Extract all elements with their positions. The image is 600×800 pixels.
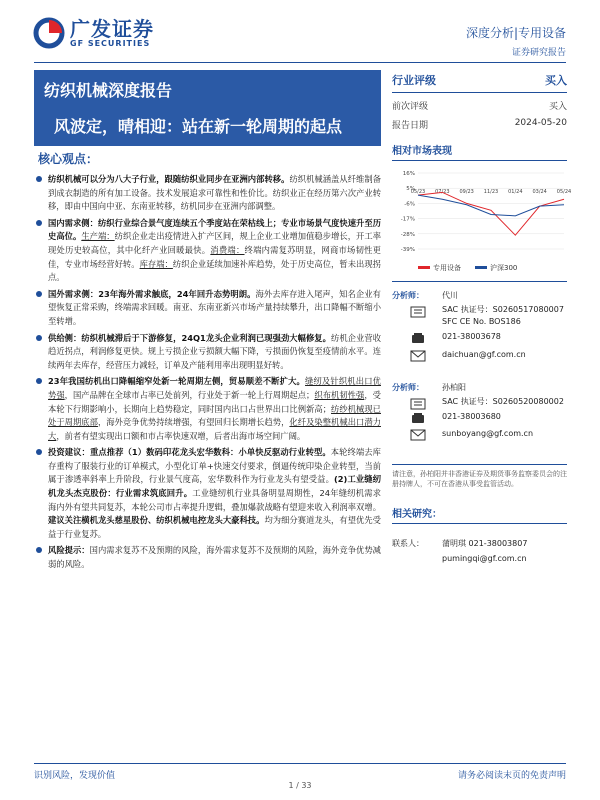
bullet-bold: 23年我国纺机出口降幅缩窄处新一轮周期左侧，贸易顺差不断扩大。 bbox=[48, 376, 306, 387]
id-card-icon bbox=[410, 306, 426, 318]
contact bbox=[392, 538, 567, 578]
bullet-7 bbox=[34, 544, 381, 571]
bullet-underline: 消费端： bbox=[210, 244, 245, 255]
x-tick-label: 03/24 bbox=[532, 189, 547, 196]
x-tick-label: 01/24 bbox=[508, 189, 523, 196]
analyst-email[interactable]: daichuan@gf.com.cn bbox=[442, 350, 526, 359]
disclaimer-note: 请注意，孙柏阳并非香港证券及期货事务监察委员会的注册持牌人，不可在香港从事受监管活动。 bbox=[392, 464, 567, 489]
related-title: 相关研究： bbox=[392, 505, 567, 524]
bullet-bold: 国内需求侧：纺织行业综合景气度连续五个季度站在荣枯线上；专业市场景气度快速升至历史高位。 bbox=[48, 217, 381, 242]
bullet-4 bbox=[34, 332, 381, 373]
contact-email[interactable]: pumingqi@gf.com.cn bbox=[442, 554, 527, 563]
x-tick-label: 05/23 bbox=[410, 189, 426, 196]
report-type: 证券研究报告 bbox=[511, 48, 566, 58]
bullet-dot-icon bbox=[36, 335, 42, 341]
phone-icon bbox=[410, 412, 426, 424]
bullet-text: ，受本轮下行期影响小，长期向上趋势稳定，同时国内出口占世界出口比例新高； bbox=[48, 389, 381, 414]
header-divider bbox=[34, 62, 566, 63]
bullet-text: 国内需求复苏不及预期的风险，海外需求复苏不及预期的风险，海外竞争优势减弱的风险。 bbox=[48, 545, 381, 570]
contact-name-phone: 蒲明琪 021-38003807 bbox=[442, 539, 528, 548]
report-category bbox=[466, 24, 566, 58]
footer-slogan: 识别风险，发现价值 bbox=[34, 771, 116, 781]
bullet-text: ，国产品牌在全球市占率已处前列，行业处于新一轮上行周期起点； bbox=[64, 389, 315, 400]
bullet-dot-icon bbox=[36, 220, 42, 226]
bullet-text: 纺机企业营收趋近拐点，利润修复更快。规上亏损企业亏损额大幅下降，亏损面仍恢复至疫情前水平。连续两年去库存，经营压力减轻，订单及产能利用率出现明显好转。 bbox=[48, 332, 381, 370]
phone-icon bbox=[410, 332, 426, 344]
bullet-dot-icon bbox=[36, 378, 42, 384]
bullet-1 bbox=[34, 173, 381, 214]
legend-label: 专用设备 bbox=[433, 264, 461, 272]
y-tick-label: -39% bbox=[400, 247, 415, 253]
analyst-sac: SAC 执证号：S0260520080002 bbox=[442, 397, 564, 406]
bullet-2 bbox=[34, 217, 381, 285]
id-card-icon bbox=[410, 398, 426, 410]
bullet-text: 工业缝纫机行业具备明显周期性，24年缝纫机需求海内外有望共同复苏，本轮公司市占率提升逻辑，叠加爆款战略有望迎来收入利润率双增。 bbox=[48, 488, 381, 512]
core-views bbox=[34, 150, 381, 575]
brand-name-en: GF SECURITIES bbox=[70, 38, 151, 48]
analyst-2 bbox=[392, 382, 567, 464]
market-title: 相对市场表现 bbox=[392, 142, 567, 161]
prev-rating-value: 买入 bbox=[548, 102, 567, 112]
bullet-text: 均为细分赛道龙头，有望优先受益于行业复苏。 bbox=[48, 515, 381, 539]
bullet-text: 本轮终端去库存重构了服装行业的订单模式，小型化订单+快速交付要求，倒逼传统印染企业转型，当前属于渗透率斜率上升阶段，行业景气度高，宏华数科作为行业龙头有望受益。 bbox=[48, 447, 381, 485]
analyst-sfc: SFC CE No. BOS186 bbox=[442, 317, 521, 326]
bullet-underline: 纺纱机械现已处于周期底部 bbox=[48, 403, 381, 428]
bullet-text: 纺织企业延续加速补库趋势，处于历史高位，暂未出现拐点。 bbox=[48, 258, 381, 283]
bullet-dot-icon bbox=[36, 291, 42, 297]
prev-rating-label: 前次评级 bbox=[392, 102, 429, 112]
bullet-bold: 建议关注横机龙头慈星股份、纺织机械电控龙头大豪科技。 bbox=[48, 515, 265, 526]
bullet-text: 纺织机械涵盖从纤维制备到成衣制造的所有加工设备。技术发展追求可靠性和性价比。纺织业正在经历第六次产业转移，即由中国向中亚、东南亚转移，纺机同步在亚洲内部调整。 bbox=[48, 174, 381, 212]
analyst-label: 分析师： bbox=[392, 291, 424, 300]
brand-logo bbox=[34, 18, 154, 48]
brand-name-cn: 广发证券 bbox=[70, 16, 154, 41]
legend-swatch-red-icon bbox=[418, 266, 430, 270]
bullet-text: 纺织企业走出疫情进入扩产区间，规上企业工业增加值稳步增长，开工率现处历史较高位，其中化纤产业回暖最快。 bbox=[48, 231, 381, 255]
bullet-bold: 风险提示： bbox=[48, 545, 90, 556]
footer-divider bbox=[34, 763, 566, 764]
x-tick-label: 09/23 bbox=[459, 189, 474, 196]
bullet-bold: (2)工业缝纫机龙头杰克股份：行业需求筑底回升。 bbox=[48, 474, 381, 499]
y-tick-label: -17% bbox=[400, 216, 415, 223]
x-tick-label: 11/23 bbox=[483, 189, 499, 196]
bullet-dot-icon bbox=[36, 547, 42, 553]
bullet-bold: 供给侧：纺织机械滞后于下游修复，24Q1龙头企业利润已现强劲大幅修复。 bbox=[48, 332, 331, 343]
analyst-label: 分析师： bbox=[392, 383, 424, 392]
bullet-text: ，前者有望实现出口额和市占率快速双增，后者出海市场空间广阔。 bbox=[56, 430, 306, 441]
y-tick-label: -6% bbox=[404, 201, 415, 208]
rating-label: 行业评级 bbox=[392, 74, 436, 87]
title-banner bbox=[34, 70, 381, 146]
y-tick-label: 16% bbox=[402, 171, 415, 177]
bullet-text: 终端内需复苏明显，网商市场韧性更佳，专业市场经营好转。 bbox=[48, 244, 381, 269]
rating-box bbox=[392, 72, 567, 131]
bullet-6 bbox=[34, 446, 381, 541]
legend-item-2 bbox=[475, 263, 517, 273]
chart-legend bbox=[418, 263, 567, 273]
page-number: 1 / 33 bbox=[288, 781, 312, 790]
report-date-label: 报告日期 bbox=[392, 121, 429, 131]
analyst-1 bbox=[392, 290, 567, 382]
bullet-bold: 投资建议：重点推荐（1）数码印花龙头宏华数科：小单快反驱动行业转型。 bbox=[48, 447, 331, 458]
report-title: 纺织机械深度报告 bbox=[44, 81, 173, 100]
bullet-bold: 国外需求侧：23年海外需求触底，24年回升态势明朗。 bbox=[48, 288, 256, 299]
relative-performance-chart bbox=[392, 167, 572, 259]
rating-value: 买入 bbox=[545, 74, 567, 87]
email-icon bbox=[410, 429, 426, 441]
legend-label: 沪深300 bbox=[490, 264, 518, 272]
analyst-phone: 021-38003678 bbox=[442, 332, 501, 341]
x-tick-label: 05/24 bbox=[556, 189, 572, 196]
core-heading: 核心观点： bbox=[38, 152, 99, 166]
bullet-text: ，海外竞争优势持续增强，有望回归长期增长趋势， bbox=[97, 417, 290, 428]
footer-disclaimer-link[interactable]: 请务必阅读末页的免责声明 bbox=[457, 771, 566, 781]
legend-swatch-blue-icon bbox=[475, 266, 487, 270]
bullet-underline: 库存端： bbox=[139, 258, 173, 269]
bullet-bold: 纺织机械可以分为八大子行业，跟随纺织业同步在亚洲内部转移。 bbox=[48, 174, 290, 184]
gf-logo-icon bbox=[34, 18, 64, 48]
y-tick-label: 5% bbox=[406, 186, 415, 193]
analyst-name: 孙柏阳 bbox=[442, 383, 466, 392]
bullet-dot-icon bbox=[36, 176, 42, 182]
legend-item-1 bbox=[418, 263, 461, 273]
analyst-name: 代川 bbox=[442, 291, 458, 300]
bullet-3 bbox=[34, 288, 381, 329]
bullet-underline: 化纤及染整机械出口潜力大 bbox=[48, 417, 381, 441]
bullet-dot-icon bbox=[36, 449, 42, 455]
bullet-underline: 织布机韧性强 bbox=[314, 389, 365, 400]
email-icon bbox=[410, 350, 426, 362]
bullet-underline: 生产端： bbox=[81, 231, 115, 242]
y-tick-label: -28% bbox=[400, 231, 415, 238]
report-date-value: 2024-05-20 bbox=[514, 118, 567, 128]
sidebar bbox=[392, 142, 572, 578]
analyst-email[interactable]: sunboyang@gf.com.cn bbox=[442, 429, 534, 438]
contact-label: 联系人： bbox=[392, 539, 424, 548]
sidebar-divider bbox=[392, 281, 567, 282]
x-tick-label: 07/23 bbox=[435, 189, 450, 196]
bullet-text: 海外去库存进入尾声，知名企业有望恢复正常采购，终端需求回暖。南亚、东南亚新兴市场产量持续攀升，出口降幅不断缩小至转增。 bbox=[48, 288, 381, 326]
bullet-5 bbox=[34, 375, 381, 443]
analyst-phone: 021-38003680 bbox=[442, 412, 501, 421]
report-subtitle: 风波定，晴相迎：站在新一轮周期的起点 bbox=[54, 117, 343, 136]
bullet-underline: 缝纫及针织机出口优势强 bbox=[48, 376, 381, 400]
analyst-sac: SAC 执证号：S0260517080007 bbox=[442, 305, 564, 314]
category-label: 深度分析|专用设备 bbox=[465, 26, 566, 40]
